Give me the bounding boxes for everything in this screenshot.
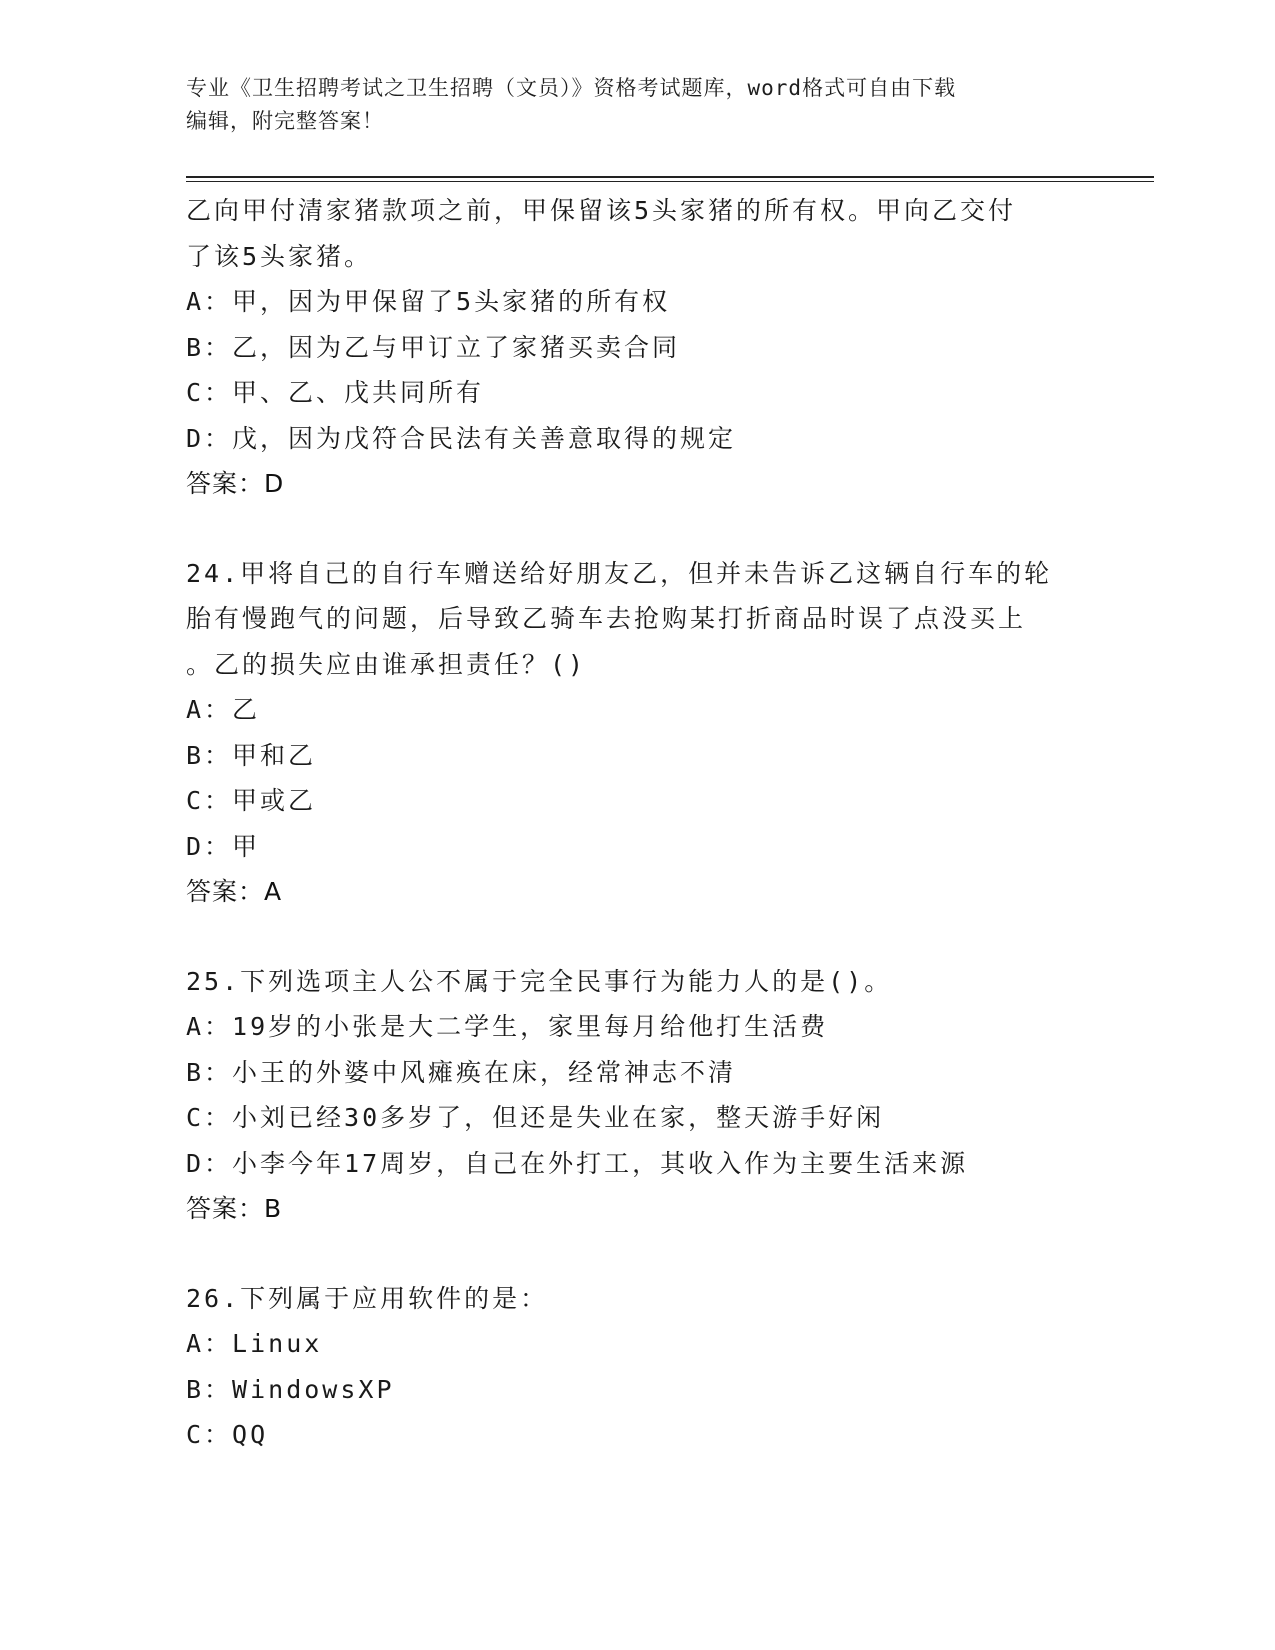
question-stem-line: 26.下列属于应用软件的是： <box>186 1283 549 1313</box>
question-stem-line: 胎有慢跑气的问题，后导致乙骑车去抢购某打折商品时误了点没买上 <box>186 604 1027 633</box>
option-a: A：乙 <box>186 695 261 724</box>
question-list <box>186 188 1086 1458</box>
question-25 <box>186 959 1086 1232</box>
option-b: B：甲和乙 <box>186 740 317 770</box>
answer-line: 答案：D <box>186 469 285 498</box>
option-c: C：甲或乙 <box>186 786 317 815</box>
option-d: D：戊，因为戊符合民法有关善意取得的规定 <box>186 423 737 453</box>
option-a: A：19岁的小张是大二学生，家里每月给他打生活费 <box>186 1012 829 1041</box>
question-stem-line: 了该5头家猪。 <box>186 241 373 271</box>
question-stem-line: 24.甲将自己的自行车赠送给好朋友乙，但并未告诉乙这辆自行车的轮 <box>186 558 1053 588</box>
option-b: B：乙，因为乙与甲订立了家猪买卖合同 <box>186 332 681 362</box>
option-b: B：小王的外婆中风瘫痪在床，经常神志不清 <box>186 1057 737 1087</box>
question-spacer <box>186 507 1086 551</box>
header-divider-thin <box>186 181 1154 182</box>
option-c: C：甲、乙、戊共同所有 <box>186 378 485 407</box>
document-header <box>186 72 1086 138</box>
question-24 <box>186 551 1086 915</box>
question-stem-line: 。乙的损失应由谁承担责任？() <box>186 649 587 679</box>
option-d: D：小李今年17周岁，自己在外打工，其收入作为主要生活来源 <box>186 1148 969 1178</box>
option-d: D：甲 <box>186 831 261 861</box>
header-line-2: 编辑，附完整答案！ <box>186 109 384 133</box>
option-a: A：Linux <box>186 1329 323 1358</box>
answer-line: 答案：B <box>186 1194 283 1223</box>
option-b: B：WindowsXP <box>186 1374 395 1404</box>
question-stem-line: 乙向甲付清家猪款项之前，甲保留该5头家猪的所有权。甲向乙交付 <box>186 196 1017 225</box>
answer-line: 答案：A <box>186 877 283 906</box>
header-divider-thick <box>186 176 1154 178</box>
header-line-1: 专业《卫生招聘考试之卫生招聘（文员）》资格考试题库，word格式可自由下载 <box>186 76 957 100</box>
option-c: C：小刘已经30多岁了，但还是失业在家，整天游手好闲 <box>186 1103 885 1132</box>
option-c: C：QQ <box>186 1420 269 1449</box>
question-spacer <box>186 1232 1086 1276</box>
question-26 <box>186 1276 1086 1458</box>
question-spacer <box>186 915 1086 959</box>
question-23 <box>186 188 1086 507</box>
question-stem-line: 25.下列选项主人公不属于完全民事行为能力人的是()。 <box>186 966 893 996</box>
option-a: A：甲，因为甲保留了5头家猪的所有权 <box>186 287 671 316</box>
